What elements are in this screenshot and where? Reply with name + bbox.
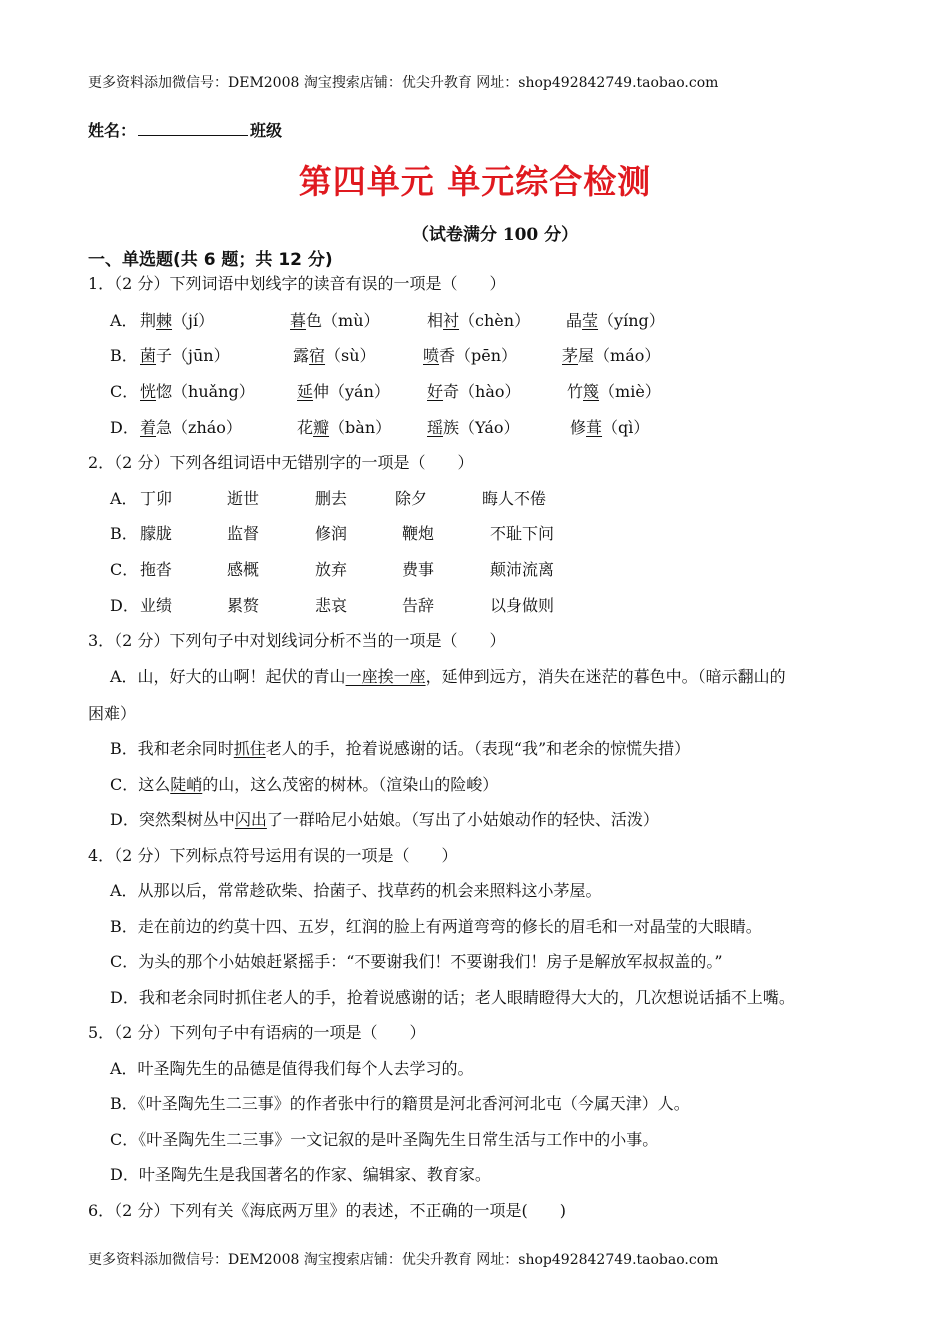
- q2-option-c-word: 放弃: [315, 560, 348, 579]
- q2-option-b-word: 朦胧: [140, 524, 173, 543]
- q5-option-d: D．叶圣陶先生是我国著名的作家、编辑家、教育家。: [110, 1165, 491, 1184]
- q1-option-c-word2: 延伸（yán）: [297, 382, 390, 401]
- name-label: 姓名：: [88, 121, 137, 140]
- q1-option-d-word2: 花瓣（bàn）: [297, 418, 392, 437]
- q2-option-d-word: 业绩: [140, 596, 173, 615]
- q1-option-a-word3: 相衬（chèn）: [427, 311, 531, 330]
- q4-stem: 4．（2 分）下列标点符号运用有误的一项是（ ）: [88, 846, 458, 865]
- q1-option-c-word1: 恍惚（huǎng）: [140, 382, 255, 401]
- q1-option-d-word3: 瑶族（Yáo）: [427, 418, 520, 437]
- q4-option-d: D．我和老余同时抓住老人的手，抢着说感谢的话；老人眼睛瞪得大大的，几次想说话插不上嘴。: [110, 988, 795, 1007]
- q2-option-a-label: A．: [110, 489, 138, 508]
- q1-option-c-label: C．: [110, 382, 139, 401]
- q6-stem: 6．（2 分）下列有关《海底两万里》的表述，不正确的一项是( ): [88, 1201, 566, 1220]
- q4-option-a: A．从那以后，常常趁砍柴、拾菌子、找草药的机会来照料这小茅屋。: [110, 881, 602, 900]
- q3-option-a-cont: 困难）: [88, 704, 137, 723]
- q2-option-a-word: 晦人不倦: [482, 489, 547, 508]
- q1-option-c-word4: 竹篾（miè）: [567, 382, 661, 401]
- q1-option-b-word4: 茅屋（máo）: [562, 346, 661, 365]
- q2-option-d-word: 告辞: [402, 596, 435, 615]
- q1-option-d-word4: 修葺（qì）: [570, 418, 650, 437]
- q2-option-b-word: 监督: [227, 524, 260, 543]
- q2-option-a-word: 除夕: [395, 489, 428, 508]
- q5-stem: 5．（2 分）下列句子中有语病的一项是（ ）: [88, 1023, 426, 1042]
- q2-option-d-word: 悲哀: [315, 596, 348, 615]
- q3-option-d: D．突然梨树丛中闪出了一群哈尼小姑娘。（写出了小姑娘动作的轻快、活泼）: [110, 810, 659, 829]
- q2-option-a-word: 逝世: [227, 489, 260, 508]
- header-note: 更多资料添加微信号：DEM2008 淘宝搜索店铺：优尖升教育 网址：shop492842749.taobao.com: [88, 75, 719, 91]
- name-blank[interactable]: [138, 121, 248, 136]
- q1-stem: 1．（2 分）下列词语中划线字的读音有误的一项是（ ）: [88, 274, 506, 293]
- q1-option-d-label: D．: [110, 418, 139, 437]
- q1-option-b-word2: 露宿（sù）: [293, 346, 376, 365]
- q2-option-d-label: D．: [110, 596, 139, 615]
- q1-option-b-word3: 喷香（pēn）: [423, 346, 518, 365]
- q5-option-a: A．叶圣陶先生的品德是值得我们每个人去学习的。: [110, 1059, 474, 1078]
- q2-option-c-word: 拖沓: [140, 560, 173, 579]
- q2-option-d-word: 累赘: [227, 596, 260, 615]
- name-class-row: [88, 118, 282, 141]
- section-heading: 一、单选题(共 6 题；共 12 分): [88, 250, 333, 270]
- q2-option-b-word: 鞭炮: [402, 524, 435, 543]
- q3-option-b: B．我和老余同时抓住老人的手，抢着说感谢的话。（表现“我”和老余的惊慌失措）: [110, 739, 691, 758]
- q4-option-c: C．为头的那个小姑娘赶紧摇手：“不要谢我们！不要谢我们！房子是解放军叔叔盖的。”: [110, 952, 723, 971]
- q1-option-d-word1: 着急（zháo）: [140, 418, 242, 437]
- q1-option-a-word1: 荆棘（jí）: [140, 311, 215, 330]
- q5-option-b: B．《叶圣陶先生二三事》的作者张中行的籍贯是河北香河河北屯（今属天津）人。: [110, 1094, 690, 1113]
- q2-option-b-word: 不耻下问: [490, 524, 555, 543]
- class-label: 班级: [250, 121, 283, 140]
- q2-option-a-word: 删去: [315, 489, 348, 508]
- q2-option-c-label: C．: [110, 560, 139, 579]
- q2-option-b-word: 修润: [315, 524, 348, 543]
- page-title: 第四单元 单元综合检测: [298, 162, 652, 201]
- q3-option-c: C．这么陡峭的山，这么茂密的树林。（渲染山的险峻）: [110, 775, 499, 794]
- q1-option-a-word4: 晶莹（yíng）: [566, 311, 665, 330]
- q1-option-b-word1: 菌子（jūn）: [140, 346, 230, 365]
- q3-stem: 3．（2 分）下列句子中对划线词分析不当的一项是（ ）: [88, 631, 506, 650]
- q2-option-d-word: 以身做则: [490, 596, 555, 615]
- q2-stem: 2．（2 分）下列各组词语中无错别字的一项是（ ）: [88, 453, 474, 472]
- q1-option-b-label: B．: [110, 346, 138, 365]
- q2-option-a-word: 丁卯: [140, 489, 173, 508]
- q2-option-c-word: 感概: [227, 560, 260, 579]
- q5-option-c: C．《叶圣陶先生二三事》一文记叙的是叶圣陶先生日常生活与工作中的小事。: [110, 1130, 659, 1149]
- q2-option-b-label: B．: [110, 524, 138, 543]
- footer-note: 更多资料添加微信号：DEM2008 淘宝搜索店铺：优尖升教育 网址：shop492842749.taobao.com: [88, 1252, 719, 1268]
- q1-option-a-word2: 暮色（mù）: [290, 311, 380, 330]
- q2-option-c-word: 颠沛流离: [490, 560, 555, 579]
- q3-option-a: A．山，好大的山啊！起伏的青山一座挨一座，延伸到远方，消失在迷茫的暮色中。（暗示翻山的: [110, 667, 786, 686]
- q1-option-c-word3: 好奇（hào）: [427, 382, 521, 401]
- q4-option-b: B．走在前边的约莫十四、五岁，红润的脸上有两道弯弯的修长的眉毛和一对晶莹的大眼睛。: [110, 917, 762, 936]
- subtitle: （试卷满分 100 分）: [411, 225, 579, 245]
- q1-option-a-label: A．: [110, 311, 138, 330]
- q2-option-c-word: 费事: [402, 560, 435, 579]
